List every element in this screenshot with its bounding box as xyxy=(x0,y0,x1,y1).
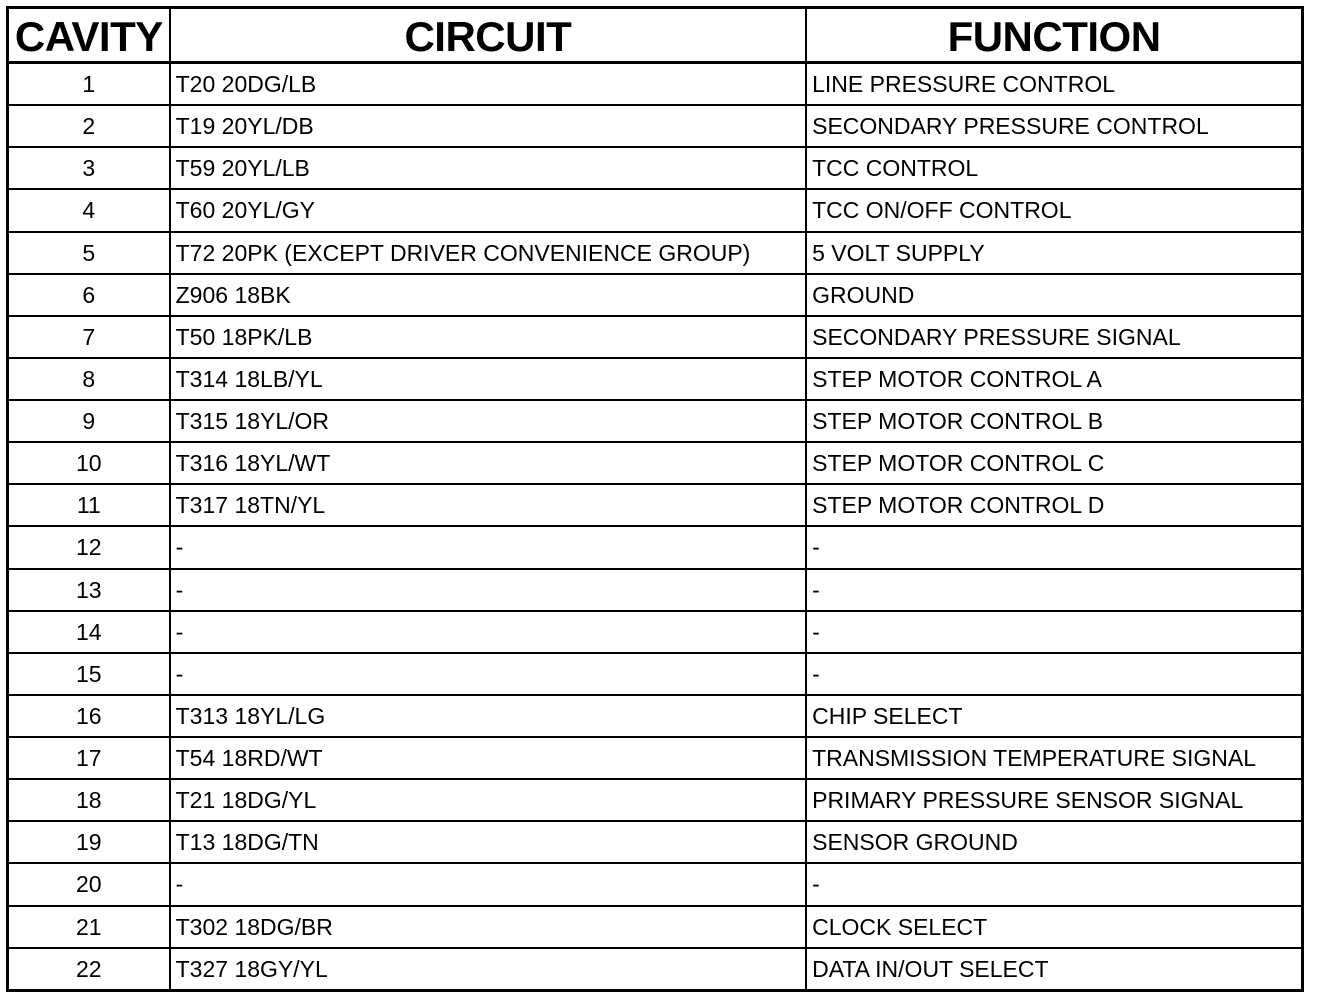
table-row xyxy=(8,358,1303,400)
function-cell: LINE PRESSURE CONTROL xyxy=(806,63,1302,106)
table-row xyxy=(8,274,1303,316)
cavity-cell: 2 xyxy=(8,105,170,147)
cavity-cell: 19 xyxy=(8,821,170,863)
circuit-cell: T327 18GY/YL xyxy=(170,948,806,991)
table-row xyxy=(8,105,1303,147)
table-row xyxy=(8,189,1303,231)
cavity-cell: 9 xyxy=(8,400,170,442)
function-cell: - xyxy=(806,653,1302,695)
circuit-cell: T19 20YL/DB xyxy=(170,105,806,147)
table-row xyxy=(8,695,1303,737)
cavity-cell: 6 xyxy=(8,274,170,316)
table-row xyxy=(8,400,1303,442)
circuit-cell: - xyxy=(170,863,806,905)
circuit-cell: T50 18PK/LB xyxy=(170,316,806,358)
table-row xyxy=(8,484,1303,526)
cavity-cell: 20 xyxy=(8,863,170,905)
cavity-cell: 16 xyxy=(8,695,170,737)
circuit-cell: T13 18DG/TN xyxy=(170,821,806,863)
table-row xyxy=(8,737,1303,779)
function-cell: DATA IN/OUT SELECT xyxy=(806,948,1302,991)
function-cell: - xyxy=(806,526,1302,568)
function-cell: STEP MOTOR CONTROL A xyxy=(806,358,1302,400)
connector-pinout-table xyxy=(6,6,1304,992)
function-cell: TRANSMISSION TEMPERATURE SIGNAL xyxy=(806,737,1302,779)
table-row xyxy=(8,63,1303,106)
function-cell: SECONDARY PRESSURE SIGNAL xyxy=(806,316,1302,358)
circuit-cell: - xyxy=(170,611,806,653)
cavity-cell: 3 xyxy=(8,147,170,189)
function-cell: - xyxy=(806,611,1302,653)
function-cell: PRIMARY PRESSURE SENSOR SIGNAL xyxy=(806,779,1302,821)
table-row xyxy=(8,779,1303,821)
cavity-cell: 10 xyxy=(8,442,170,484)
function-cell: GROUND xyxy=(806,274,1302,316)
circuit-cell: Z906 18BK xyxy=(170,274,806,316)
cavity-cell: 7 xyxy=(8,316,170,358)
cavity-cell: 21 xyxy=(8,906,170,948)
circuit-cell: T314 18LB/YL xyxy=(170,358,806,400)
function-cell: SECONDARY PRESSURE CONTROL xyxy=(806,105,1302,147)
function-cell: TCC CONTROL xyxy=(806,147,1302,189)
cavity-cell: 5 xyxy=(8,232,170,274)
cavity-cell: 22 xyxy=(8,948,170,991)
function-cell: CHIP SELECT xyxy=(806,695,1302,737)
table-row xyxy=(8,906,1303,948)
table-row xyxy=(8,232,1303,274)
function-cell: - xyxy=(806,569,1302,611)
cavity-cell: 8 xyxy=(8,358,170,400)
header-row xyxy=(8,8,1303,63)
circuit-cell: T302 18DG/BR xyxy=(170,906,806,948)
circuit-cell: T316 18YL/WT xyxy=(170,442,806,484)
circuit-cell: T20 20DG/LB xyxy=(170,63,806,106)
circuit-cell: - xyxy=(170,569,806,611)
function-cell: - xyxy=(806,863,1302,905)
cavity-cell: 15 xyxy=(8,653,170,695)
cavity-cell: 18 xyxy=(8,779,170,821)
circuit-cell: T317 18TN/YL xyxy=(170,484,806,526)
table-row xyxy=(8,821,1303,863)
circuit-cell: T313 18YL/LG xyxy=(170,695,806,737)
circuit-cell: T315 18YL/OR xyxy=(170,400,806,442)
function-cell: TCC ON/OFF CONTROL xyxy=(806,189,1302,231)
table-row xyxy=(8,316,1303,358)
circuit-cell: - xyxy=(170,653,806,695)
function-cell: STEP MOTOR CONTROL B xyxy=(806,400,1302,442)
table-row xyxy=(8,653,1303,695)
cavity-cell: 14 xyxy=(8,611,170,653)
table-body xyxy=(8,63,1303,991)
circuit-cell: T54 18RD/WT xyxy=(170,737,806,779)
circuit-cell: - xyxy=(170,526,806,568)
header-function: FUNCTION xyxy=(806,8,1302,63)
function-cell: 5 VOLT SUPPLY xyxy=(806,232,1302,274)
table-row xyxy=(8,611,1303,653)
function-cell: CLOCK SELECT xyxy=(806,906,1302,948)
cavity-cell: 11 xyxy=(8,484,170,526)
table-row xyxy=(8,526,1303,568)
circuit-cell: T60 20YL/GY xyxy=(170,189,806,231)
circuit-cell: T72 20PK (EXCEPT DRIVER CONVENIENCE GROUP) xyxy=(170,232,806,274)
header-cavity: CAVITY xyxy=(8,8,170,63)
circuit-cell: T21 18DG/YL xyxy=(170,779,806,821)
cavity-cell: 13 xyxy=(8,569,170,611)
table-row xyxy=(8,147,1303,189)
cavity-cell: 1 xyxy=(8,63,170,106)
cavity-cell: 17 xyxy=(8,737,170,779)
table-row xyxy=(8,948,1303,991)
function-cell: SENSOR GROUND xyxy=(806,821,1302,863)
header-circuit: CIRCUIT xyxy=(170,8,806,63)
circuit-cell: T59 20YL/LB xyxy=(170,147,806,189)
table-row xyxy=(8,569,1303,611)
table-row xyxy=(8,863,1303,905)
function-cell: STEP MOTOR CONTROL C xyxy=(806,442,1302,484)
cavity-cell: 4 xyxy=(8,189,170,231)
cavity-cell: 12 xyxy=(8,526,170,568)
table-row xyxy=(8,442,1303,484)
function-cell: STEP MOTOR CONTROL D xyxy=(806,484,1302,526)
